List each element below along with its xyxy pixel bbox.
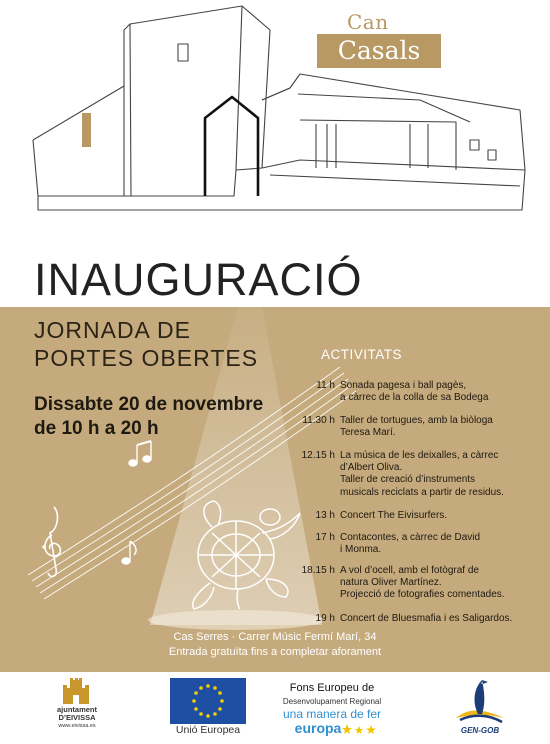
activity-desc: [340, 565, 545, 602]
event-title-line1: JORNADA DE: [34, 317, 191, 343]
activities-heading: ACTIVITATS: [321, 347, 403, 362]
activity-time: 18.15 h: [301, 565, 335, 576]
activity-line: Concert The Eivisurfers.: [340, 510, 448, 521]
activity-line: musicals reciclats a partir de residus.: [340, 486, 504, 498]
activity-desc: [340, 450, 545, 499]
activity-line: a càrrec de la colla de sa Bodega: [340, 392, 489, 404]
brand-can: Can: [347, 10, 389, 34]
event-date: [34, 393, 263, 441]
gold-door: [82, 113, 91, 147]
address: [0, 630, 550, 660]
house-illustration: [0, 0, 550, 250]
eu-label: Unió Europea: [175, 724, 241, 736]
event-title: [34, 316, 258, 372]
activity-desc: [340, 510, 545, 522]
activity-desc: [340, 380, 545, 404]
ajuntament-logo: [47, 706, 107, 730]
address-line2: Entrada gratuïta fins a completar aforament: [168, 646, 382, 658]
ajuntament-name2: D’EIVISSA: [58, 713, 96, 722]
activity-line: Taller de creació d’instruments: [340, 474, 476, 486]
headline: INAUGURACIÓ: [34, 254, 363, 305]
activity-line: Concert de Bluesmafia i es Saligardos.: [340, 613, 513, 624]
activity-time: 11.30 h: [302, 415, 335, 426]
castle-icon: [59, 678, 93, 706]
activity-line: d’Albert Oliva.: [340, 462, 403, 474]
activity-time: 12.15 h: [301, 450, 335, 461]
brand-logo: [317, 8, 441, 68]
activity-line: Sonada pagesa i ball pagès,: [340, 380, 467, 391]
activity-line: Contacontes, a càrrec de David: [340, 532, 481, 543]
activity-time: 11 h: [316, 380, 335, 391]
feder-line2: Desenvolupament Regional: [282, 697, 382, 706]
address-line1: Cas Serres · Carrer Músic Fermí Marí, 34: [173, 631, 377, 643]
stars-icon: [342, 723, 382, 737]
feder-line1: Fons Europeu de: [289, 682, 375, 694]
brand-casals: Casals: [337, 36, 421, 65]
activity-line: natura Oliver Martínez.: [340, 577, 442, 589]
activity-time: 13 h: [315, 510, 335, 521]
event-date-line1: Dissabte 20 de novembre: [34, 394, 264, 415]
activity-time: 17 h: [315, 532, 335, 543]
event-date-line2: de 10 h a 20 h: [34, 418, 159, 439]
ajuntament-web: www.eivissa.es: [58, 723, 96, 729]
activity-desc: [340, 532, 545, 556]
activity-desc: [340, 415, 545, 439]
activity-line: Projecció de fotografies comentades.: [340, 589, 505, 601]
activity-line: i Monma.: [340, 544, 382, 556]
treble-clef-icon: [45, 507, 61, 576]
activity-line: Teresa Marí.: [340, 427, 396, 439]
eu-flag-icon: [170, 678, 246, 724]
activity-time: 19 h: [315, 613, 335, 624]
activity-line: Taller de tortugues, amb la biòloga: [340, 415, 493, 426]
event-band: [0, 307, 550, 672]
activity-desc: [340, 613, 545, 625]
activity-line: A vol d’ocell, amb el fotògraf de: [340, 565, 479, 576]
gob-label: GEN-GOB: [460, 726, 500, 735]
ajuntament-name: ajuntament: [56, 705, 97, 714]
event-title-line2: PORTES OBERTES: [34, 345, 259, 371]
feder-line3: una manera de fer: [282, 707, 382, 721]
activity-line: La música de les deixalles, a càrrec: [340, 450, 499, 461]
sponsor-footer: [0, 672, 550, 744]
gob-bird-icon: [452, 678, 508, 726]
feder-line4: europa: [294, 720, 342, 736]
